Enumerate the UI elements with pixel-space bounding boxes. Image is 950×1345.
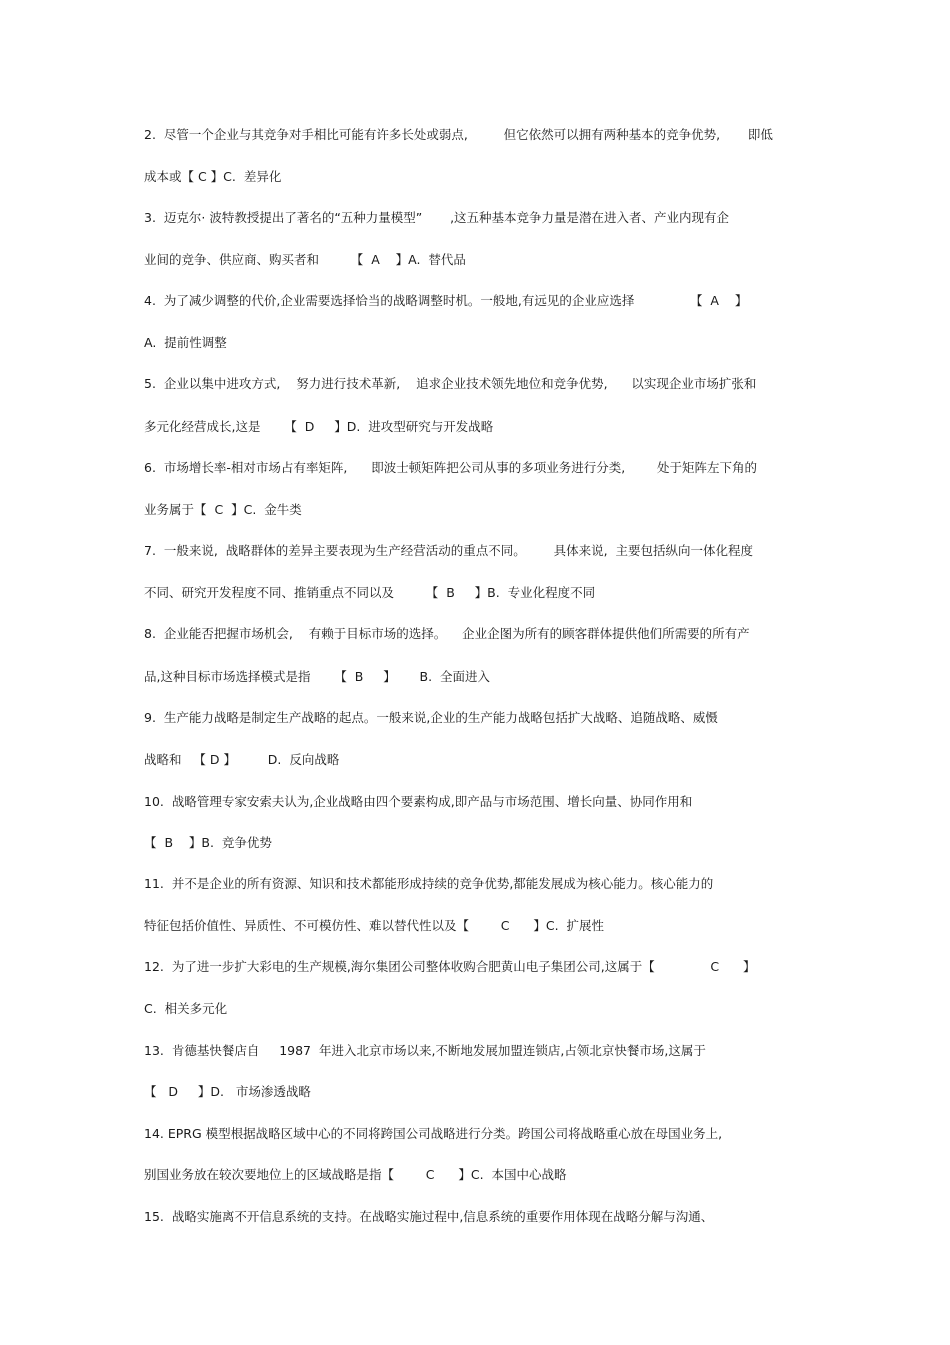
text-line: 别国业务放在较次要地位上的区域战略是指【 C 】C. 本国中心战略: [144, 1167, 567, 1182]
text-line: 10. 战略管理专家安索夫认为,企业战略由四个要素构成,即产品与市场范围、增长向量、协同作用和: [144, 794, 693, 809]
text-line: 【 B 】B. 竞争优势: [144, 835, 272, 850]
text-line: 6. 市场增长率-相对市场占有率矩阵, 即波士顿矩阵把公司从事的多项业务进行分类, 处于矩阵左下角的: [144, 460, 757, 475]
text-line: 3. 迈克尔· 波特教授提出了著名的“五种力量模型” ,这五种基本竞争力量是潜在进入者、产业内现有企: [144, 210, 730, 225]
text-line: 5. 企业以集中进攻方式, 努力进行技术革新, 追求企业技术领先地位和竞争优势, 以实现企业市场扩张和: [144, 376, 757, 391]
text-line: 品,这种目标市场选择模式是指 【 B 】 B. 全面进入: [144, 669, 491, 684]
text-line: 9. 生产能力战略是制定生产战略的起点。一般来说,企业的生产能力战略包括扩大战略、追随战略、威慑: [144, 710, 718, 725]
text-line: 成本或【 C 】C. 差异化: [144, 169, 282, 184]
text-line: 7. 一般来说, 战略群体的差异主要表现为生产经营活动的重点不同。 具体来说, 主要包括纵向一体化程度: [144, 543, 754, 558]
text-line: 13. 肯德基快餐店自 1987 年进入北京市场以来,不断地发展加盟连锁店,占领北京快餐市场,这属于: [144, 1043, 706, 1058]
text-line: 战略和 【 D 】 D. 反向战略: [144, 752, 340, 767]
text-line: 2. 尽管一个企业与其竞争对手相比可能有许多长处或弱点, 但它依然可以拥有两种基本的竞争优势, 即低: [144, 127, 773, 142]
text-line: 11. 并不是企业的所有资源、知识和技术都能形成持续的竞争优势,都能发展成为核心能力。核心能力的: [144, 876, 714, 891]
text-line: 多元化经营成长,这是 【 D 】D. 进攻型研究与开发战略: [144, 419, 494, 434]
text-line: 12. 为了进一步扩大彩电的生产规模,海尔集团公司整体收购合肥黄山电子集团公司,这属于【 C 】: [144, 959, 756, 974]
text-line: 特征包括价值性、异质性、不可模仿性、难以替代性以及【 C 】C. 扩展性: [144, 918, 605, 933]
text-line: 14. EPRG 模型根据战略区域中心的不同将跨国公司战略进行分类。跨国公司将战略重心放在母国业务上,: [144, 1126, 723, 1141]
text-line: 【 D 】D. 市场渗透战略: [144, 1084, 311, 1099]
text-line: 业间的竞争、供应商、购买者和 【 A 】A. 替代品: [144, 252, 466, 267]
text-line: 15. 战略实施离不开信息系统的支持。在战略实施过程中,信息系统的重要作用体现在战略分解与沟通、: [144, 1209, 714, 1224]
text-line: 8. 企业能否把握市场机会, 有赖于目标市场的选择。 企业企图为所有的顾客群体提供他们所需要的所有产: [144, 626, 750, 641]
text-line: 业务属于【 C 】C. 金牛类: [144, 502, 302, 517]
text-line: 4. 为了减少调整的代价,企业需要选择恰当的战略调整时机。一般地,有远见的企业应选择 【 A 】: [144, 293, 748, 308]
text-line: A. 提前性调整: [144, 335, 227, 350]
text-line: C. 相关多元化: [144, 1001, 228, 1016]
text-line: 不同、研究开发程度不同、推销重点不同以及 【 B 】B. 专业化程度不同: [144, 585, 596, 600]
